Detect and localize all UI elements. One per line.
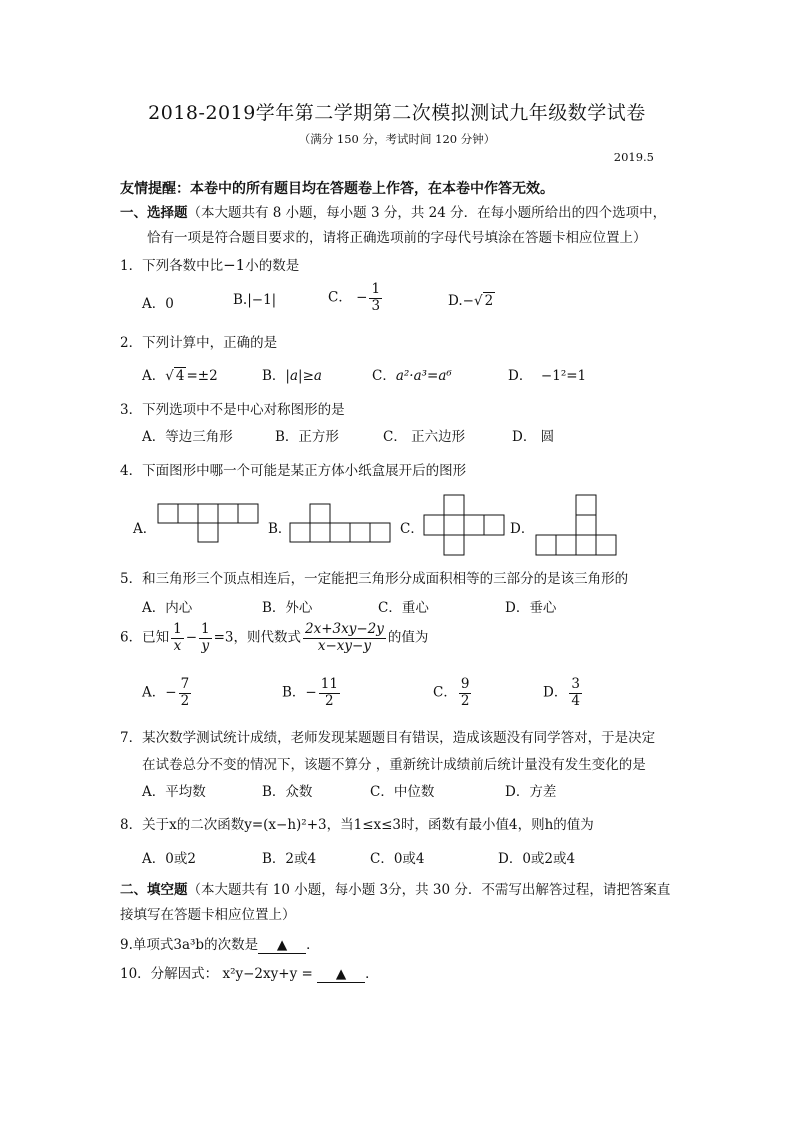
q9-stem	[120, 933, 320, 954]
q2-a-post: =±2	[186, 368, 218, 384]
q6-b-frac	[319, 677, 340, 709]
section1-header	[120, 201, 666, 221]
q7-option-b: B．众数	[262, 784, 313, 800]
q5-stem: 5．和三角形三个顶点相连后，一定能把三角形分成面积相等的三部分的是该三角形的	[120, 571, 629, 587]
q6-f2-den: y	[201, 637, 210, 654]
q8-option-a: A．0或2	[142, 851, 196, 867]
q6-f2-num: 1	[201, 621, 210, 637]
q2-option-c	[372, 364, 452, 384]
q6-option-d	[543, 677, 584, 709]
q4-option-c: C．	[400, 521, 424, 537]
q1-d-rad: 2	[484, 293, 494, 309]
section1-heading: 一、选择题	[120, 205, 188, 221]
q6-stem-a: 6．已知	[120, 629, 170, 646]
q2-option-b	[262, 364, 322, 384]
q6-option-a	[142, 677, 193, 709]
q7-option-c: C．中位数	[370, 784, 435, 800]
q6-stem-c: 的值为	[387, 629, 429, 646]
q8-option-d: D．0或2或4	[498, 851, 576, 867]
q2-d-expr: −1²=1	[540, 368, 587, 384]
section2-desc2: 接填写在答题卡相应位置上）	[120, 907, 296, 923]
q6-a-num: 7	[180, 676, 190, 692]
q6-d-pre: D．	[543, 684, 568, 701]
cube-net-c	[423, 494, 507, 556]
q2-c-expr: a²·a³=a⁶	[395, 368, 452, 384]
q4-option-d: D．	[510, 521, 535, 537]
exam-date: 2019.5	[613, 150, 654, 164]
q1-option-b: B.|−1|	[233, 292, 277, 308]
q6-option-c	[433, 677, 473, 709]
q3-stem: 3．下列选项中不是中心对称图形的是	[120, 402, 345, 418]
q6-c-den: 2	[460, 692, 470, 709]
q2-option-a: A．√ 4 =±2	[142, 368, 218, 384]
q2-option-d	[508, 364, 586, 384]
q10-answer-blank: ▲	[317, 966, 365, 983]
q1-c-num: 1	[371, 281, 381, 297]
q2-stem: 2．下列计算中，正确的是	[120, 335, 278, 351]
q3-option-d: D． 圆	[512, 429, 555, 445]
q8-option-b: B．2或4	[262, 851, 317, 867]
section1-desc1: （本大题共有 8 小题，每小题 3 分，共 24 分．在每小题所给出的四个选项中，	[187, 205, 667, 221]
q2-b-expr: |a|≥a	[285, 368, 322, 384]
q1-d-pre: D.−	[448, 293, 474, 309]
q3-option-b: B．正方形	[275, 429, 339, 445]
q6-f3-den: x−xy−y	[317, 637, 371, 654]
q2-b-label: B．	[262, 368, 286, 384]
q10-end: ．	[365, 966, 379, 982]
q7-line2: 在试卷总分不变的情况下，该题不算分 ，重新统计成绩前后统计量没有发生变化的是	[142, 757, 646, 773]
q6-d-num: 3	[571, 676, 580, 692]
q6-option-b	[282, 677, 342, 709]
q6-f1-den: x	[173, 637, 182, 654]
q6-d-den: 4	[571, 692, 580, 709]
q4-stem: 4．下面图形中哪一个可能是某正方体小纸盒展开后的图形	[120, 463, 467, 479]
q1-c-frac	[369, 282, 382, 314]
q10-stem	[120, 962, 379, 983]
section2-header	[120, 878, 670, 898]
q6-c-pre: C．	[433, 684, 457, 701]
q6-c-frac	[459, 677, 472, 709]
q9-end: ．	[306, 937, 320, 953]
q6-a-frac	[179, 677, 192, 709]
q6-b-num: 11	[320, 676, 338, 692]
q4-option-b: B．	[268, 521, 292, 537]
section1-desc2: 恰有一项是符合题目要求的，请将正确选项前的字母代号填涂在答题卡相应位置上）	[147, 230, 647, 246]
q3-option-a: A．等边三角形	[142, 429, 233, 445]
q6-c-num: 9	[460, 676, 470, 692]
q6-frac-1y	[199, 622, 212, 654]
q1-c-pre: C． −	[328, 289, 368, 306]
q2-c-label: C．	[372, 368, 396, 384]
q2-a-rad: 4	[175, 368, 185, 384]
q5-option-b: B．外心	[262, 600, 313, 616]
section2-desc1: （本大题共有 10 小题，每小题 3分，共 30 分．不需写出解答过程，请把答案直	[187, 882, 671, 898]
exam-info: （满分 150 分，考试时间 120 分钟）	[298, 132, 496, 146]
page-title: 2018-2019学年第二学期第二次模拟测试九年级数学试卷	[148, 102, 646, 124]
q1-option-d: D.−√ 2	[448, 293, 494, 309]
q6-d-frac	[569, 677, 582, 709]
q1-option-a: A．0	[142, 296, 174, 312]
cube-net-d	[535, 494, 619, 556]
q1-c-den: 3	[371, 297, 381, 314]
q6-frac-expr	[303, 622, 386, 654]
q8-stem: 8．关于x的二次函数y=(x−h)²+3，当1≤x≤3时，函数有最小值4，则h的值为	[120, 817, 594, 833]
q6-f3-num: 2x+3xy−2y	[305, 621, 384, 637]
cube-net-a	[157, 503, 261, 543]
q7-option-d: D．方差	[505, 784, 557, 800]
q6-stem-b: =3，则代数式	[213, 629, 301, 646]
q5-option-c: C．重心	[378, 600, 429, 616]
q6-stem	[120, 622, 428, 654]
q6-a-pre: A．−	[142, 684, 177, 701]
q1-stem	[120, 254, 299, 274]
q10-stem-text: 10．分解因式： x²y−2xy+y =	[120, 966, 313, 982]
q7-option-a: A．平均数	[142, 784, 206, 800]
q9-stem-text: 9.单项式3a³b的次数是	[120, 937, 259, 953]
q6-a-den: 2	[180, 692, 190, 709]
q6-f1-num: 1	[173, 621, 182, 637]
q4-option-a: A．	[133, 521, 157, 537]
q1-stem-b: 小的数是	[245, 258, 300, 274]
q1-stem-num: −1	[223, 256, 246, 274]
q3-option-c: C． 正六边形	[383, 429, 466, 445]
q1-stem-a: 1．下列各数中比	[120, 258, 224, 274]
q6-b-pre: B．−	[282, 684, 317, 701]
q9-answer-blank: ▲	[258, 937, 306, 954]
q5-option-a: A．内心	[142, 600, 193, 616]
q2-d-label: D．	[508, 368, 533, 384]
q6-minus: −	[185, 629, 197, 646]
cube-net-b	[289, 503, 393, 543]
q2-a-pre: A．	[142, 368, 166, 384]
q6-b-den: 2	[325, 692, 334, 709]
q6-frac-1x	[171, 622, 184, 654]
q5-option-d: D．垂心	[505, 600, 557, 616]
q8-option-c: C．0或4	[370, 851, 425, 867]
q7-line1: 7．某次数学测试统计成绩，老师发现某题题目有错误，造成该题没有同学答对，于是决定	[120, 730, 656, 746]
notice: 友情提醒：本卷中的所有题目均在答题卷上作答，在本卷中作答无效。	[120, 181, 554, 197]
q1-option-c	[328, 282, 384, 314]
section2-heading: 二、填空题	[120, 882, 188, 898]
